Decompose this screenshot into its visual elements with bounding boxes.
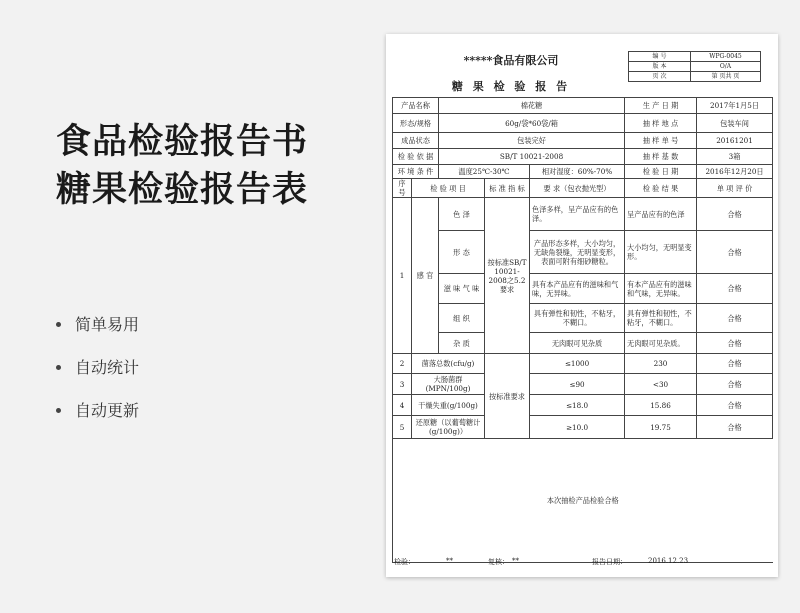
evaluation: 合格 <box>697 274 773 304</box>
table-row <box>393 333 773 354</box>
bullet-icon <box>56 408 61 413</box>
doc-code-row <box>629 72 761 82</box>
inspector: ** <box>446 557 453 565</box>
product-name-label: 产品名称 <box>393 98 439 114</box>
requirement: 无肉眼可见杂质 <box>530 333 625 354</box>
col-header-item: 检 验 项 目 <box>412 179 485 198</box>
evaluation: 合格 <box>697 395 773 416</box>
requirement: ≥10.0 <box>530 416 625 439</box>
requirement: 色泽多样，呈产品应有的色泽。 <box>530 198 625 231</box>
report-table <box>392 97 773 563</box>
result: 具有弹性和韧性，不粘牙，不糊口。 <box>625 304 697 333</box>
prod-date: 2017年1月5日 <box>697 98 773 114</box>
result: 呈产品应有的色泽 <box>625 198 697 231</box>
row-no: 2 <box>393 354 412 374</box>
col-header-req: 要 求（包衣抛光型） <box>530 179 625 198</box>
inspect-date-label: 检 验 日 期 <box>625 165 697 179</box>
table-row <box>393 354 773 374</box>
sub-item: 形 态 <box>439 231 485 274</box>
table-row <box>393 304 773 333</box>
requirement: 具有弹性和韧性，不粘牙，不糊口。 <box>530 304 625 333</box>
requirement: ≤1000 <box>530 354 625 374</box>
table-row <box>393 374 773 395</box>
status-label: 成品状态 <box>393 133 439 149</box>
result: <30 <box>625 374 697 395</box>
requirement: ≤90 <box>530 374 625 395</box>
info-row <box>393 165 773 179</box>
result: 大小均匀，无明显变形。 <box>625 231 697 274</box>
info-row <box>393 98 773 114</box>
sample-place: 包装车间 <box>697 114 773 133</box>
lab-item: 菌落总数(cfu/g) <box>412 354 485 374</box>
basis-label: 检 验 依 据 <box>393 149 439 165</box>
hero-title-line-2: 糖果检验报告表 <box>56 170 309 210</box>
sample-place-label: 抽 样 地 点 <box>625 114 697 133</box>
sensory-no: 1 <box>393 198 412 354</box>
lab-item: 干燥失重(g/100g) <box>412 395 485 416</box>
report-date-label: 报告日期： <box>592 558 627 566</box>
row-no: 5 <box>393 416 412 439</box>
bullet-icon <box>56 365 61 370</box>
report-sheet <box>386 34 778 577</box>
doc-code-value: O/A <box>691 62 761 72</box>
header-row <box>393 179 773 198</box>
doc-code-row <box>629 62 761 72</box>
evaluation: 合格 <box>697 231 773 274</box>
humidity: 相对湿度：60%-70% <box>530 165 625 179</box>
evaluation: 合格 <box>697 304 773 333</box>
evaluation: 合格 <box>697 198 773 231</box>
evaluation: 合格 <box>697 333 773 354</box>
feature-item: 自动更新 <box>56 400 139 421</box>
sample-count: 3箱 <box>697 149 773 165</box>
reviewer: ** <box>512 557 519 565</box>
lab-standard: 按标准要求 <box>485 354 530 439</box>
product-name: 棉花糖 <box>439 98 625 114</box>
env-label: 环 境 条 件 <box>393 165 439 179</box>
table-row <box>393 416 773 439</box>
hero <box>56 118 308 214</box>
company-name: *****食品有限公司 <box>463 54 559 67</box>
status: 包装完好 <box>439 133 625 149</box>
doc-code-label: 版 本 <box>629 62 691 72</box>
temperature: 温度25℃-30℃ <box>439 165 530 179</box>
result: 无肉眼可见杂质。 <box>625 333 697 354</box>
doc-code-value: WPG-0045 <box>691 52 761 62</box>
result: 19.75 <box>625 416 697 439</box>
sub-item: 滋 味 气 味 <box>439 274 485 304</box>
table-row <box>393 198 773 231</box>
reviewer-label: 复核： <box>488 558 509 566</box>
report-title: 糖 果 检 验 报 告 <box>451 80 571 93</box>
inspect-date: 2016年12月20日 <box>697 165 773 179</box>
sub-item: 杂 质 <box>439 333 485 354</box>
sub-item: 色 泽 <box>439 198 485 231</box>
col-header-no: 序 号 <box>393 179 412 198</box>
result: 15.86 <box>625 395 697 416</box>
row-no: 4 <box>393 395 412 416</box>
doc-code-label: 编 号 <box>629 52 691 62</box>
doc-code-table <box>628 51 761 82</box>
requirement: 具有本产品应有的滋味和气味，无异味。 <box>530 274 625 304</box>
lab-item: 大肠菌群(MPN/100g) <box>412 374 485 395</box>
result: 有本产品应有的滋味和气味，无异味。 <box>625 274 697 304</box>
prod-date-label: 生 产 日 期 <box>625 98 697 114</box>
feature-item: 自动统计 <box>56 357 139 378</box>
evaluation: 合格 <box>697 416 773 439</box>
spec: 60g/袋*60袋/箱 <box>439 114 625 133</box>
col-header-std: 标 准 指 标 <box>485 179 530 198</box>
doc-code-value: 第 页共 页 <box>691 72 761 82</box>
sub-item: 组 织 <box>439 304 485 333</box>
hero-title-line-1: 食品检验报告书 <box>56 122 309 162</box>
sample-count-label: 抽 样 基 数 <box>625 149 697 165</box>
basis: SB/T 10021-2008 <box>439 149 625 165</box>
bullet-icon <box>56 322 61 327</box>
table-row <box>393 231 773 274</box>
info-row <box>393 149 773 165</box>
requirement: ≤18.0 <box>530 395 625 416</box>
sample-no: 20161201 <box>697 133 773 149</box>
col-header-eval: 单 项 评 价 <box>697 179 773 198</box>
table-row <box>393 274 773 304</box>
result: 230 <box>625 354 697 374</box>
conclusion-row <box>393 439 773 563</box>
col-header-result: 检 验 结 果 <box>625 179 697 198</box>
info-row <box>393 114 773 133</box>
report-date: 2016.12.23 <box>648 557 689 565</box>
doc-code-label: 页 次 <box>629 72 691 82</box>
conclusion: 本次抽检产品检验合格 <box>393 439 773 563</box>
lab-item: 还原糖（以葡萄糖计(g/100g)） <box>412 416 485 439</box>
doc-code-row <box>629 52 761 62</box>
feature-item: 简单易用 <box>56 314 139 335</box>
sample-no-label: 抽 样 单 号 <box>625 133 697 149</box>
evaluation: 合格 <box>697 354 773 374</box>
table-row <box>393 395 773 416</box>
sensory-standard: 按标准SB/T 10021-2008之5.2要求 <box>485 198 530 354</box>
row-no: 3 <box>393 374 412 395</box>
info-row <box>393 133 773 149</box>
evaluation: 合格 <box>697 374 773 395</box>
feature-list <box>56 314 139 443</box>
inspector-label: 检验： <box>394 558 415 566</box>
sensory-name: 感 官 <box>412 198 439 354</box>
requirement: 产品形态多样，大小均匀，无缺角裂缝，无明显变形，表面可附有细砂糖粒。 <box>530 231 625 274</box>
spec-label: 形态/规格 <box>393 114 439 133</box>
